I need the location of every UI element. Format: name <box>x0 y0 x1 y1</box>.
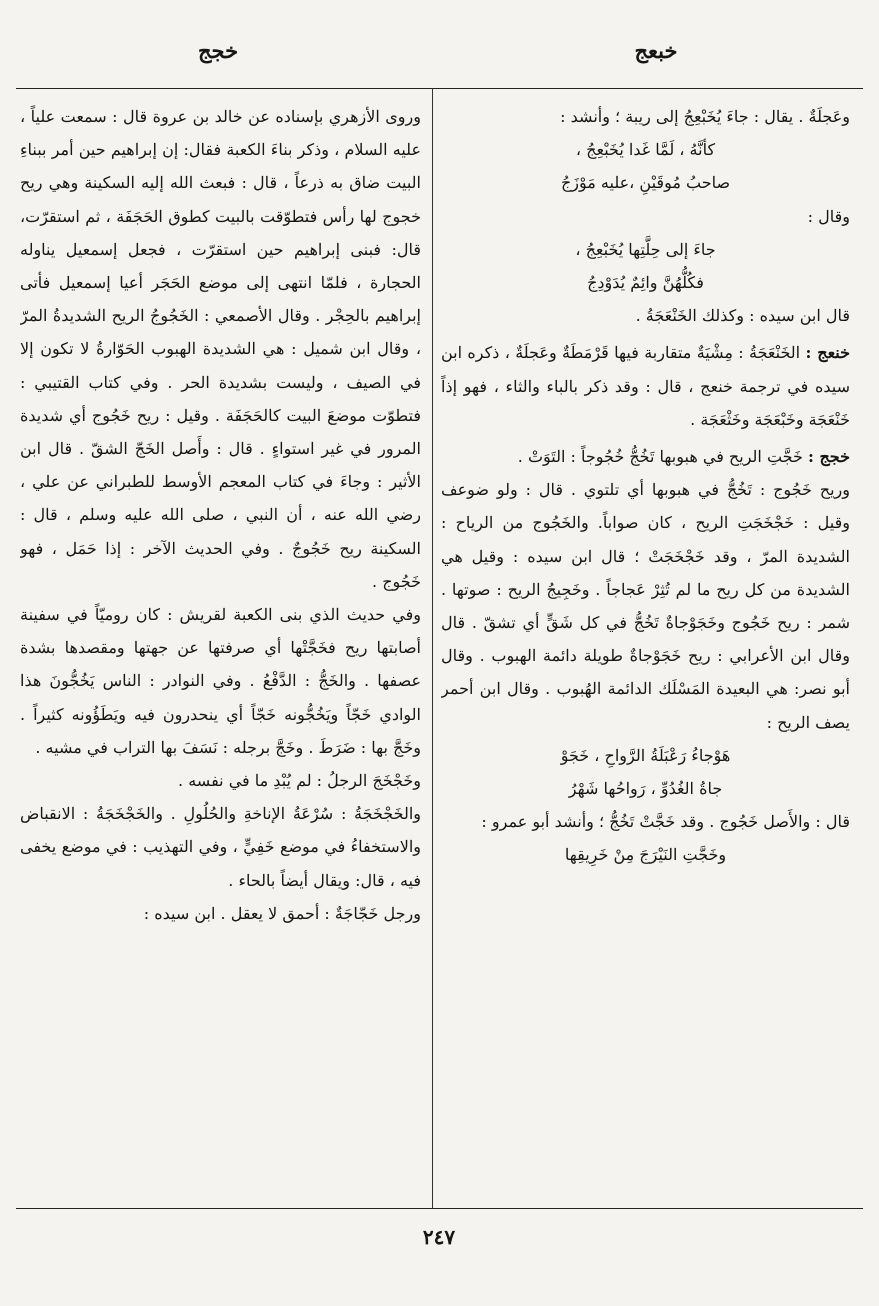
running-header-right: خبعج <box>634 38 678 63</box>
left-column <box>20 100 421 1200</box>
verse-line: جاةُ الغُدُوِّ ، رَواحُها شَهْرُ <box>568 779 723 799</box>
entry-text: خَجَّتِ الريح في هبوبها تَخُجُّ خُجُوجاً : التَوَتْ . <box>517 447 803 467</box>
verse-line: فكُلُّهُنَّ وائِمٌ يُدَوْدِجُ <box>587 273 704 293</box>
headword: خنعج : <box>805 343 850 363</box>
footer-rule <box>16 1208 863 1209</box>
paragraph: وريح خَجُوج : تَخُجُّ في هبوبها أي تلتوي . قال : ولو ضوعف وقيل : خَجْخَجَتِ الريح ، كان صواباً. والخَجُوج من الرياح : الشديدة المرّ ، وقد خَجْخَجَتْ ؛ قال ابن سيده : وقيل هي الشديدة من كل ريح ما لم تُثِرْ عَجاجاً . وخَجِيجُ الريح : صوتها . شمر : ريح خَجُوج وخَجَوْجاةٌ تَخُجُّ في كل شَقٍّ أي تشقّ . قال وقال ابن الأعرابي : ريح خَجَوْجاةٌ طويلة دائمة الهبوب . وقال أبو نصر: هي البعيدة المَسْلَك الدائمة الهُبوب . وقال ابن أحمر يصف الريح : <box>441 480 850 732</box>
entry-khajj <box>441 440 850 473</box>
verse-line: صاحبُ مُوقَيْنِ ،عليه مَوْزَجُ <box>560 173 731 193</box>
running-header-left: خجج <box>197 38 239 63</box>
paragraph: ورجل خَجّاجَةٌ : أحمق لا يعقل . ابن سيده : <box>143 903 421 923</box>
entry-text: الخَنْعَجَةُ : مِشْيَةٌ متقاربة فيها قَرْمَطَةٌ وعَجلَةٌ ، ذكره ابن سيده في ترجمة خنعج ، قال : وقد ذكر بالباء والثاء ، فهو إذاً خَنْعَجَة وخَبْعَجَة وخَثْعَجَة . <box>441 343 850 429</box>
paragraph: وفي حديث الذي بنى الكعبة لقريش : كان روميّاً في سفينة أصابتها ريح فخَجَّتْها أي صرفتها عن جهتها ومقصدها بشدة عصفها . والخَجُّ : الدَّفْعُ . وفي النوادر : الناس يَخُجُّونَ هذا الوادي خَجّاً ويَخُجُّونه خَجّاً أي ينحدرون فيه ويَطَؤُونه كثيراً . وخَجَّ بها : ضَرَطَ . وخَجَّ برجله : نَسَفَ بها التراب في مشيه . <box>20 605 421 757</box>
verse-line: وخَجَّتِ النَيْرَجَ مِنْ خَرِيقِها <box>564 845 727 865</box>
page-number: ٢٤٧ <box>422 1225 456 1249</box>
verse-line: جاءَ إلى حِلَّتِها يُخَبْعِجُ ، <box>575 239 716 259</box>
paragraph: قال : والأَصل خَجُوج . وقد خَجَّتْ تَخُجُّ ؛ وأنشد أبو عمرو : <box>481 812 850 832</box>
header-rule <box>16 88 863 89</box>
verse-line: هَوْجاءُ رَعْبَلَةُ الرَّواحِ ، خَجَوْ <box>560 745 731 765</box>
column-divider <box>432 88 433 1208</box>
paragraph: وخَجْخَجَ الرجلُ : لم يُبْدِ ما في نفسه . <box>178 771 421 791</box>
paragraph: قال ابن سيده : وكذلك الخَنْعَجَةُ . <box>635 306 850 326</box>
headword: خجج : <box>807 447 850 467</box>
paragraph: وعَجلَةٌ . يقال : جاءَ يُخَبْعِجُ إلى ريبة ؛ وأنشد : <box>560 107 850 126</box>
paragraph: والخَجْخَجَةُ : سُرْعَةُ الإناخةِ والحُلُولِ . والخَجْخَجَةُ : الانقباض والاستخفاءُ في موضع خَفِيٍّ ، وفي التهذيب : في موضع يخفى فيه ، قال: ويقال أيضاً بالحاء . <box>20 804 421 890</box>
verse-line: كأنَّهُ ، لَمَّا غَدا يُخَبْعِجُ ، <box>575 140 716 160</box>
entry-khanaj <box>441 336 850 436</box>
right-column <box>441 100 850 1200</box>
paragraph: وروى الأزهري بإسناده عن خالد بن عروة قال : سمعت علياً ، عليه السلام ، وذكر بناءَ الكعبة فقال: إن إبراهيم حين أمر ببناءِ البيت ضاق به ذرعاً ، قال : فبعث الله إليه السكينة وهي ريح خجوج لها رأس فتطوّقت بالبيت كطوق الحَجَفَة ، ثم استقرّت، قال: فبنى إبراهيم حين استقرّت ، فجعل إسمعيل يناوله الحجارة ، فلمّا انتهى إلى موضع الحَجَر أعيا إسمعيل فأتى إبراهيم بالحِجْر . وقال الأصمعي : الخَجُوجُ الريح الشديدةُ المرّ ، وقال ابن شميل : هي الشديدة الهبوب الحَوّارةُ لا تكون إلا في الصيف ، وليست بشديدة الحر . وفي كتاب القتيبي : فتطوّت موضعَ البيت كالحَجَفَة . وقيل : ريح خَجُوج أي شديدة المرور في غير استواءٍ . قال : وأَصل الخَجّ الشقّ . قال ابن الأثير : وجاءَ في كتاب المعجم الأوسط للطبراني عن علي ، رضي الله عنه ، أن النبي ، صلى الله عليه وسلم ، قال : السكينة ريح خَجُوجٌ . وفي الحديث الآخر : إذا حَمَل ، فهو خَجُوج . <box>20 107 421 591</box>
paragraph: وقال : <box>807 206 850 226</box>
